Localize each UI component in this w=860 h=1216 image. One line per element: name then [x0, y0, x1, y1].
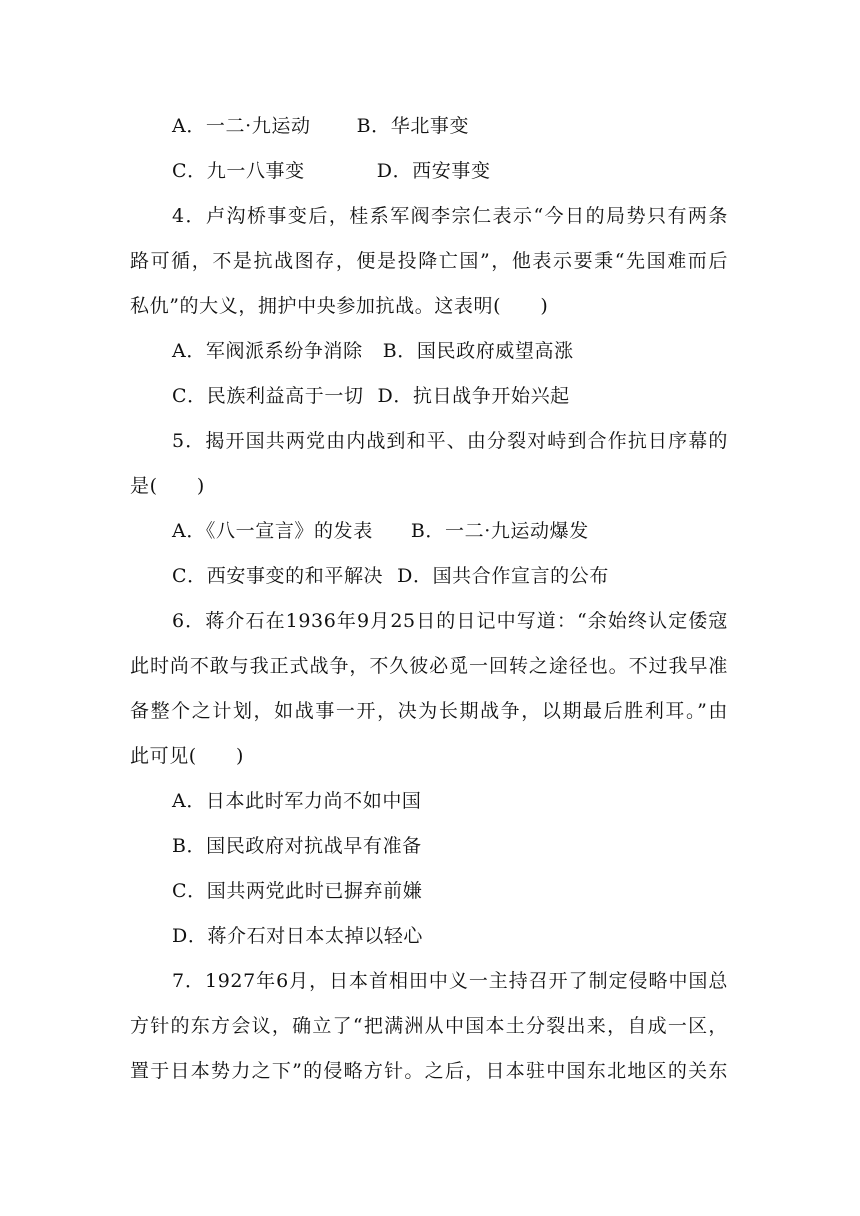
q4-options-row-1 [172, 339, 860, 363]
q3-option-c: C．九一八事变 [172, 160, 305, 182]
q6-stem-line-4: 此可见( ) [130, 745, 245, 767]
q6-option-c: C．国共两党此时已摒弃前嫌 [172, 880, 423, 902]
q3-option-b: B．华北事变 [356, 115, 470, 137]
q4-stem-line-1: 4．卢沟桥事变后，桂系军阀李宗仁表示“今日的局势只有两条 [172, 205, 728, 227]
q6-stem-line-2: 此时尚不敢与我正式战争，不久彼必觅一回转之途径也。不过我早准 [130, 655, 728, 677]
q4-option-d: D．抗日战争开始兴起 [377, 385, 570, 407]
q3-option-d: D．西安事变 [376, 160, 491, 182]
q7-stem-line-1: 7．1927年6月，日本首相田中义一主持召开了制定侵略中国总 [172, 970, 728, 992]
q4-stem-line-2: 路可循，不是抗战图存，便是投降亡国”，他表示要秉“先国难而后 [130, 250, 728, 272]
q4-stem-line-3: 私仇”的大义，拥护中央参加抗战。这表明( ) [130, 295, 549, 317]
q5-options-row-2 [172, 564, 860, 588]
q7-stem-line-3: 置于日本势力之下”的侵略方针。之后，日本驻中国东北地区的关东 [130, 1060, 728, 1082]
q4-options-row-2 [172, 384, 860, 408]
q6-option-a: A．日本此时军力尚不如中国 [172, 790, 422, 812]
q5-option-a: A．《八一宣言》的发表 [172, 520, 373, 542]
q3-options-row-1 [172, 114, 860, 138]
q3-option-a: A．一二·九运动 [172, 115, 311, 137]
q4-option-b: B．国民政府威望高涨 [382, 340, 574, 362]
q7-stem-line-2: 方针的东方会议，确立了“把满洲从中国本土分裂出来，自成一区， [130, 1015, 728, 1037]
q5-stem-line-2: 是( ) [130, 475, 205, 497]
q4-option-c: C．民族利益高于一切 [172, 385, 364, 407]
q6-option-d: D．蒋介石对日本太掉以轻心 [172, 925, 424, 947]
q4-option-a: A．军阀派系纷争消除 [172, 340, 363, 362]
q6-stem-line-3: 备整个之计划，如战事一开，决为长期战争，以期最后胜利耳。”由 [130, 700, 728, 722]
q5-option-b: B．一二·九运动爆发 [410, 520, 589, 542]
q5-option-c: C．西安事变的和平解决 [172, 565, 384, 587]
q6-stem-line-1: 6．蒋介石在1936年9月25日的日记中写道：“余始终认定倭寇 [172, 610, 728, 632]
q3-options-row-2 [172, 159, 860, 183]
q5-option-d: D．国共合作宣言的公布 [397, 565, 609, 587]
q6-option-b: B．国民政府对抗战早有准备 [172, 835, 422, 857]
q5-options-row-1 [172, 519, 860, 543]
q5-stem-line-1: 5．揭开国共两党由内战到和平、由分裂对峙到合作抗日序幕的 [172, 430, 728, 452]
